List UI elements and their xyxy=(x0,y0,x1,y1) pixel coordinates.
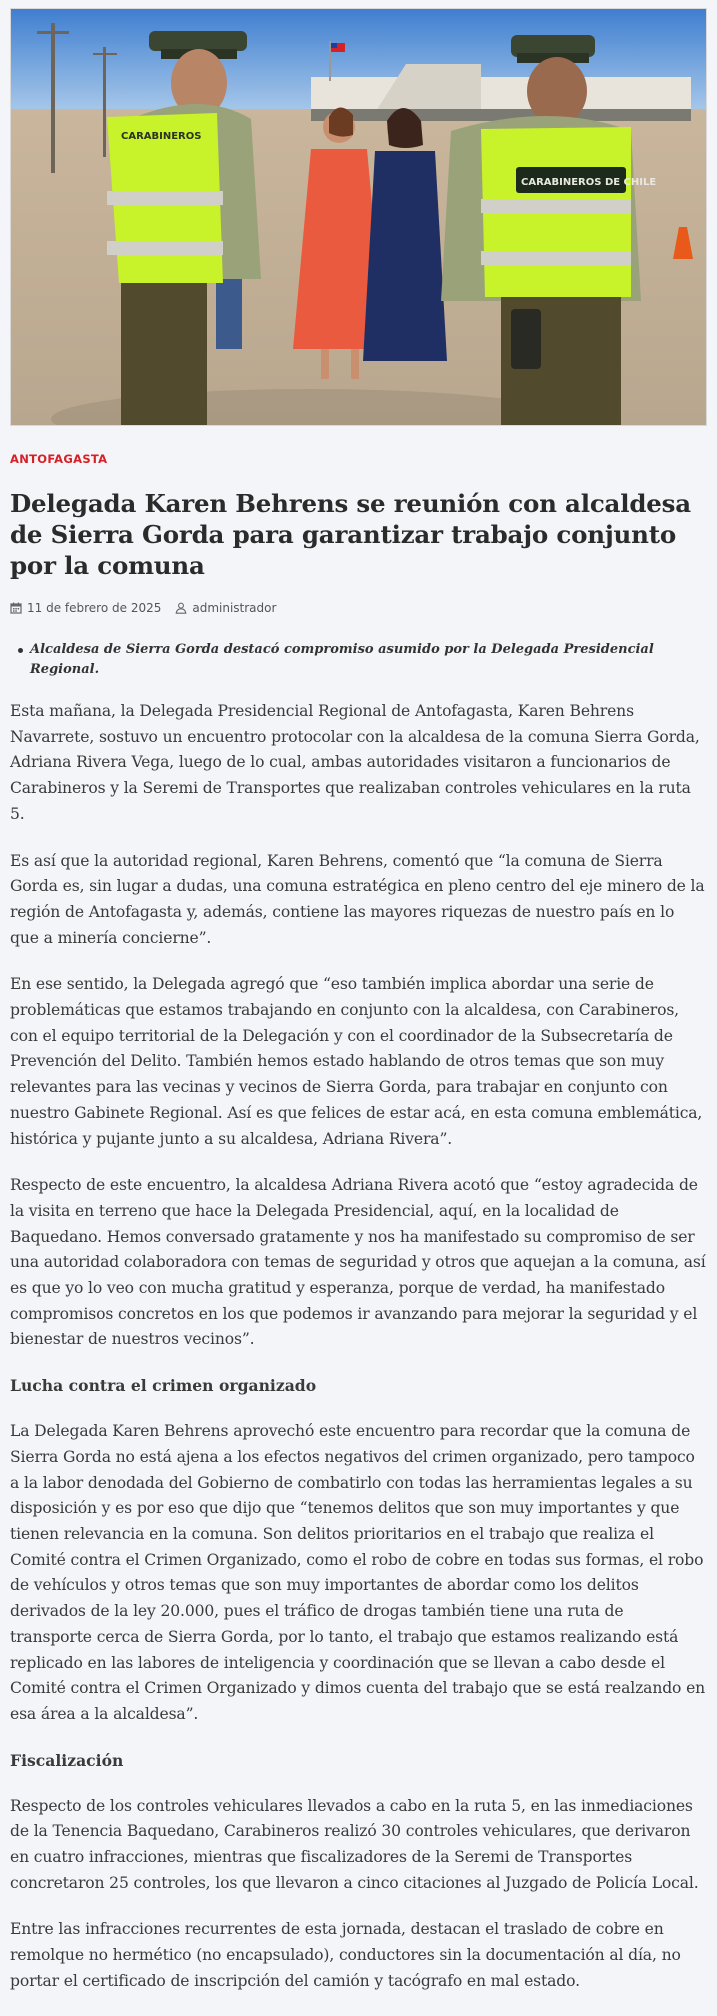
paragraph: La Delegada Karen Behrens aprovechó este encuentro para recordar que la comuna de Sierra Gorda no está ajena a los efectos negativos del crimen organizado, pero tampoco a la labor denodada del Gobierno de combatirlo con todas las herramientas legales a su disposición y es por eso que dijo que “tenemos delitos que son muy importantes y que tienen relevancia en la comuna. Son delitos prioritarios en el trabajo que realiza el Comité contra el Crimen Organizado, como el robo de cobre en todas sus formas, el robo de vehículos y otros temas que son muy importantes de abordar como los delitos derivados de la ley 20.000, pues el tráfico de drogas también tiene una ruta de transporte cerca de Sierra Gorda, por lo tanto, el trabajo que estamos realizando está replicado en las labores de inteligencia y coordinación que se llevan a cabo desde el Comité contra el Crimen Organizado y dimos cuenta del trabajo que se está realzando en esa área a la alcaldesa”. xyxy=(10,1422,706,1723)
article-title: Delegada Karen Behrens se reunión con alcaldesa de Sierra Gorda para garantizar trabajo conjunto por la comuna xyxy=(10,489,691,580)
paragraph: Esta mañana, la Delegada Presidencial Regional de Antofagasta, Karen Behrens Navarrete, sostuvo un encuentro protocolar con la alcaldesa de la comuna Sierra Gorda, Adriana Rivera Vega, luego de lo cual, ambas autoridades visitaron a funcionarios de Carabineros y la Seremi de Transportes que realizaban controles vehiculares en la ruta 5. xyxy=(10,702,700,823)
vest-left-text: CARABINEROS xyxy=(121,131,202,142)
calendar-icon xyxy=(10,602,22,614)
section-heading-fiscalizacion: Fiscalización xyxy=(10,1750,124,1770)
article-meta xyxy=(10,600,707,616)
lead-list xyxy=(10,640,707,680)
section-heading-crime: Lucha contra el crimen organizado xyxy=(10,1376,317,1396)
category-label[interactable]: ANTOFAGASTA xyxy=(10,452,108,466)
photo-illustration xyxy=(11,9,707,426)
user-icon xyxy=(175,602,187,614)
paragraph: Respecto de los controles vehiculares llevados a cabo en la ruta 5, en las inmediaciones de la Tenencia Baquedano, Carabineros realizó 30 controles vehiculares, que derivaron en cuatro infracciones, mientras que fiscalizadores de la Seremi de Transportes concretaron 25 controles, los que llevaron a cinco citaciones al Juzgado de Policía Local. xyxy=(10,1796,699,1892)
vest-right-text: CARABINEROS DE CHILE xyxy=(521,177,657,188)
post-author[interactable] xyxy=(175,601,276,615)
article-body xyxy=(10,699,707,1995)
post-date-text: 11 de febrero de 2025 xyxy=(27,601,162,615)
paragraph: Entre las infracciones recurrentes de esta jornada, destacan el traslado de cobre en remolque no hermético (no encapsulado), conductores sin la documentación al día, no portar el certificado de inscripción del camión y tacógrafo en mal estado. xyxy=(10,1920,681,1990)
paragraph: Es así que la autoridad regional, Karen Behrens, comentó que “la comuna de Sierra Gorda es, sin lugar a dudas, una comuna estratégica en pleno centro del eje minero de la región de Antofagasta y, además, contiene las mayores riquezas de nuestro país en lo que a minería concierne”. xyxy=(10,851,705,947)
post-author-text[interactable]: administrador xyxy=(192,601,277,615)
paragraph: En ese sentido, la Delegada agregó que “eso también implica abordar una serie de problemáticas que estamos trabajando en conjunto con la alcaldesa, con Carabineros, con el equipo territorial de la Delegación y con el coordinador de la Subsecretaría de Prevención del Delito. También hemos estado hablando de otros temas que son muy relevantes para las vecinas y vecinos de Sierra Gorda, para trabajar en conjunto con nuestro Gabinete Regional. Así es que felices de estar acá, en esta comuna emblemática, histórica y pujante junto a su alcaldesa, Adriana Rivera”. xyxy=(10,975,703,1148)
post-date xyxy=(10,601,161,615)
featured-photo xyxy=(10,8,707,426)
paragraph: Respecto de este encuentro, la alcaldesa Adriana Rivera acotó que “estoy agradecida de la visita en terreno que hace la Delegada Presidencial, aquí, en la localidad de Baquedano. Hemos conversado gratamente y nos ha manifestado su compromiso de ser una autoridad colaboradora con temas de seguridad y otros que aquejan a la comuna, así es que yo lo veo con mucha gratitud y esperanza, porque de verdad, ha manifestado compromisos concretos en los que podemos ir avanzando para mejorar la seguridad y el bienestar de nuestros vecinos”. xyxy=(10,1176,706,1349)
lead-item: Alcaldesa de Sierra Gorda destacó compromiso asumido por la Delegada Presidencial Regional. xyxy=(18,640,707,680)
